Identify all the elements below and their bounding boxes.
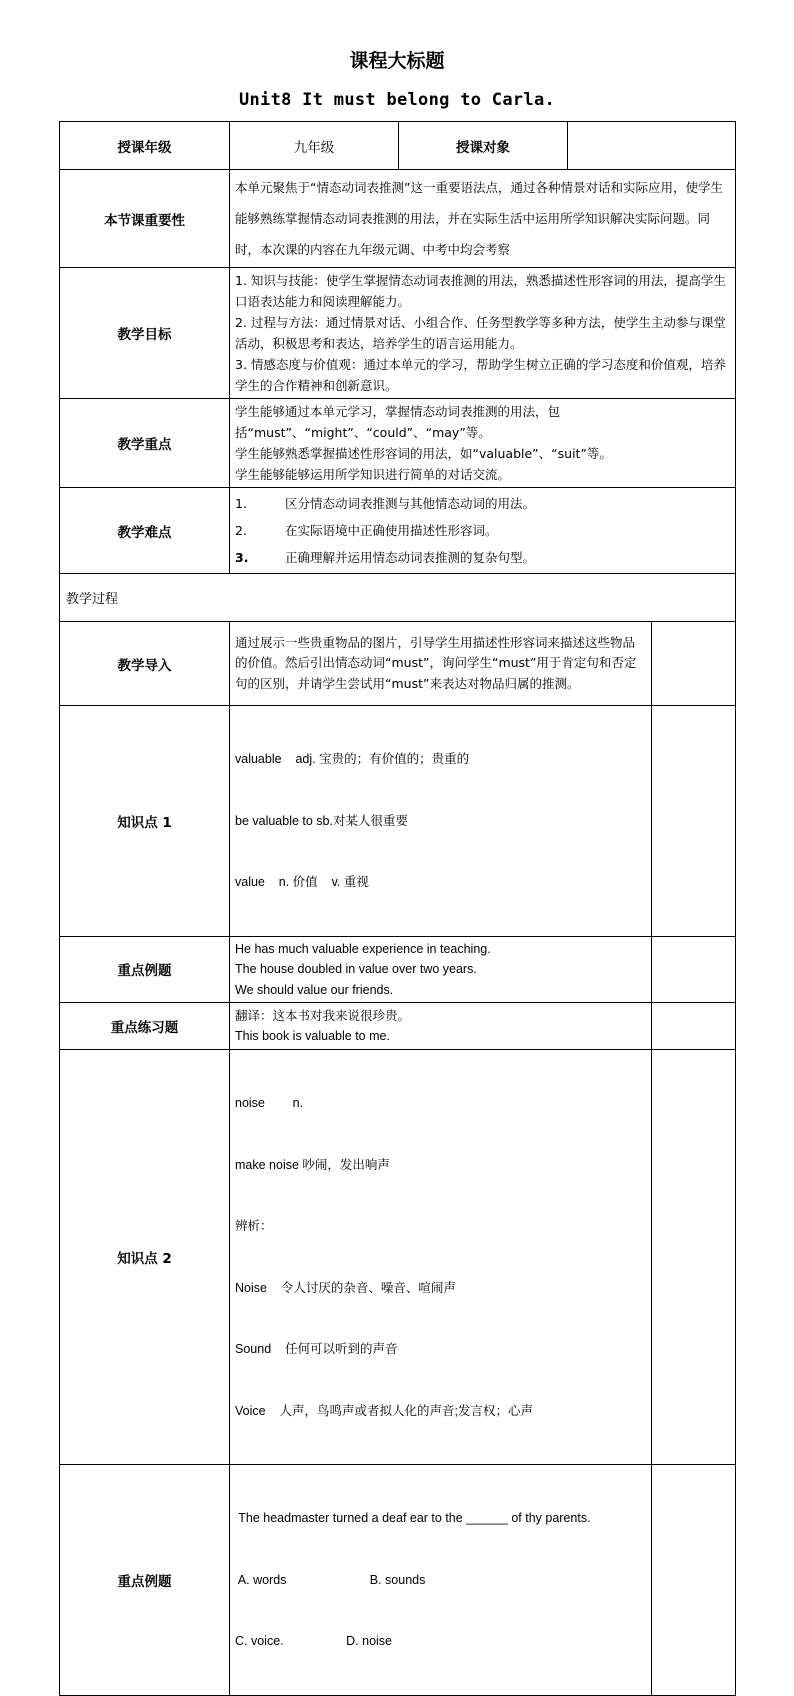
process-row (60, 574, 736, 622)
key-points-row (60, 399, 736, 488)
key-points-text (230, 399, 736, 488)
target-value (568, 122, 736, 170)
difficulty-num: 3. (235, 550, 249, 565)
example2-line: A. words B. sounds (235, 1572, 426, 1587)
unit-subtitle: Unit8 It must belong to Carla. (238, 90, 556, 110)
example2-row (60, 1465, 736, 1696)
example1-empty-cell (652, 936, 736, 1003)
lesson-plan-table (59, 121, 736, 1696)
knowledge2-empty-cell (652, 1050, 736, 1465)
knowledge2-row (60, 1050, 736, 1465)
goals-label: 教学目标 (60, 268, 230, 399)
difficulty-item (235, 517, 730, 544)
importance-label: 本节课重要性 (60, 170, 230, 268)
info-row (60, 122, 736, 170)
grade-label: 授课年级 (60, 122, 230, 170)
example2-line: C. voice. D. noise (235, 1634, 392, 1648)
example1-label: 重点例题 (60, 936, 230, 1003)
key-point-item: 学生能够能够运用所学知识进行简单的对话交流。 (235, 467, 511, 482)
example1-row (60, 936, 736, 1003)
example2-label: 重点例题 (60, 1465, 230, 1696)
difficulties-row (60, 488, 736, 574)
knowledge1-line: be valuable to sb.对某人很重要 (235, 813, 408, 828)
knowledge1-text (230, 706, 652, 937)
exercise1-label: 重点练习题 (60, 1003, 230, 1050)
difficulty-item (235, 544, 730, 571)
knowledge2-line: noise n. (235, 1096, 304, 1110)
knowledge1-row (60, 706, 736, 937)
key-point-item: 学生能够熟悉掌握描述性形容词的用法，如“valuable”、“suit”等。 (235, 446, 612, 461)
exercise1-line: This book is valuable to me. (235, 1029, 390, 1043)
difficulty-text: 在实际语境中正确使用描述性形容词。 (285, 523, 498, 538)
goal-item: 3. 情感态度与价值观：通过本单元的学习，帮助学生树立正确的学习态度和价值观，培养学生的合作精神和创新意识。 (235, 357, 726, 393)
example1-line: We should value our friends. (235, 982, 394, 997)
knowledge2-line: Voice 人声，鸟鸣声或者拟人化的声音;发言权；心声 (235, 1403, 533, 1418)
knowledge2-line: make noise 吵闹，发出响声 (235, 1157, 390, 1172)
grade-value: 九年级 (230, 122, 399, 170)
importance-text: 本单元聚焦于“情态动词表推测”这一重要语法点，通过各种情景对话和实际应用，使学生能够熟练掌握情态动词表推测的用法，并在实际生活中运用所学知识解决实际问题。同时，本次课的内容在九年级元调、中考中均会考察 (230, 170, 736, 268)
knowledge1-line: value n. 价值 v. 重视 (235, 875, 369, 889)
example2-text (230, 1465, 652, 1696)
target-label: 授课对象 (399, 122, 568, 170)
knowledge1-empty-cell (652, 706, 736, 937)
importance-row (60, 170, 736, 268)
knowledge2-line: Noise 令人讨厌的杂音、噪音、喧闹声 (235, 1280, 456, 1295)
exercise1-line: 翻译：这本书对我来说很珍贵。 (235, 1008, 411, 1023)
knowledge2-text (230, 1050, 652, 1465)
intro-empty-cell (652, 622, 736, 706)
difficulty-item (235, 490, 730, 517)
goal-item: 1. 知识与技能：使学生掌握情态动词表推测的用法，熟悉描述性形容词的用法，提高学生口语表达能力和阅读理解能力。 (235, 273, 726, 309)
difficulty-num: 1. (235, 496, 247, 511)
knowledge2-line: 辨析： (235, 1219, 273, 1233)
example2-empty-cell (652, 1465, 736, 1696)
knowledge1-label: 知识点 1 (60, 706, 230, 937)
difficulty-text: 正确理解并运用情态动词表推测的复杂句型。 (285, 550, 536, 565)
example1-line: The house doubled in value over two years. (235, 962, 477, 976)
intro-row (60, 622, 736, 706)
process-label: 教学过程 (60, 574, 736, 622)
knowledge2-line: Sound 任何可以听到的声音 (235, 1342, 398, 1356)
intro-text: 通过展示一些贵重物品的图片，引导学生用描述性形容词来描述这些物品的价值。然后引出情态动词“must”，询问学生“must”用于肯定句和否定句的区别，并请学生尝试用“must”来表达对物品归属的推测。 (230, 622, 652, 706)
difficulty-num: 2. (235, 523, 247, 538)
goals-row (60, 268, 736, 399)
page-title: 课程大标题 (349, 50, 445, 72)
example1-line: He has much valuable experience in teaching. (235, 941, 491, 956)
exercise1-empty-cell (652, 1003, 736, 1050)
example2-line: The headmaster turned a deaf ear to the ______ of thy parents. (235, 1511, 591, 1525)
knowledge2-label: 知识点 2 (60, 1050, 230, 1465)
difficulties-label: 教学难点 (60, 488, 230, 574)
exercise1-text (230, 1003, 652, 1050)
intro-label: 教学导入 (60, 622, 230, 706)
difficulty-text: 区分情态动词表推测与其他情态动词的用法。 (285, 496, 536, 511)
example1-text (230, 936, 652, 1003)
key-point-item: 学生能够通过本单元学习，掌握情态动词表推测的用法，包括“must”、“might”、“could”、“may”等。 (235, 404, 561, 440)
goals-text (230, 268, 736, 399)
goal-item: 2. 过程与方法：通过情景对话、小组合作、任务型教学等多种方法，使学生主动参与课堂活动，积极思考和表达，培养学生的语言运用能力。 (235, 315, 726, 351)
knowledge1-line: valuable adj. 宝贵的；有价值的；贵重的 (235, 752, 470, 766)
exercise1-row (60, 1003, 736, 1050)
difficulties-text (230, 488, 736, 574)
key-points-label: 教学重点 (60, 399, 230, 488)
